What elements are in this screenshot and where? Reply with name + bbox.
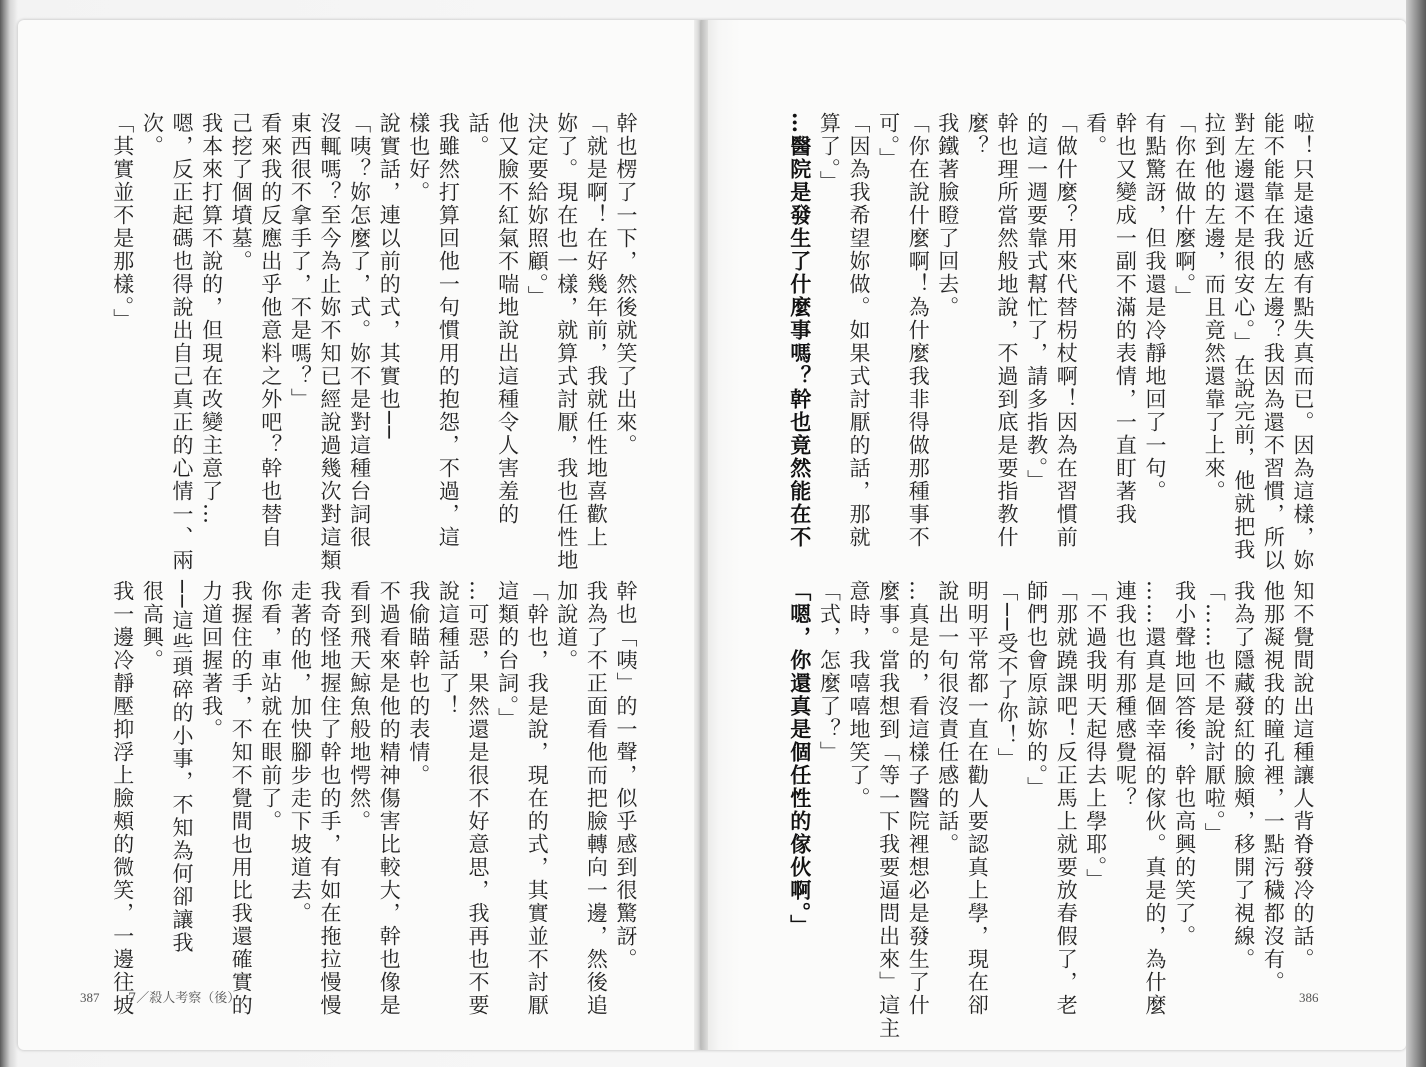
- text-column: 對左邊還不是很安心。」在說完前，他就把我: [1231, 112, 1256, 562]
- text-column: 這類的台詞。」: [495, 580, 520, 731]
- text-column: 我本來打算不說的，但現在改變主意了…: [199, 112, 224, 526]
- text-column: 「因為我希望妳做。如果式討厭的話，那就: [847, 112, 871, 549]
- text-column: 麼事。當我想到「等一下我要逼問出來」這主: [876, 580, 901, 1040]
- text-column: 幹也楞了一下，然後就笑了出來。: [614, 112, 638, 457]
- text-column: 我雖然打算回他一句慣用的抱怨，不過，這: [436, 112, 461, 549]
- text-column: 「……也不是說討厭啦。」: [1202, 580, 1227, 846]
- text-column: 幹也又變成一副不滿的表情，一直盯著我: [1113, 112, 1138, 526]
- text-column: 我為了隱藏發紅的臉頰，移開了視線。: [1231, 580, 1256, 971]
- text-column: 走著的他，加快腳步走下坡道去。: [288, 580, 313, 925]
- text-column: 「──受不了你！」: [995, 580, 1019, 771]
- text-column: 說實話，連以前的式，其實也──: [377, 112, 402, 441]
- text-column: 加說道。: [554, 580, 579, 672]
- text-column: 我偷瞄幹也的表情。: [406, 580, 431, 787]
- text-column: …醫院是發生了什麼事嗎？幹也竟然能在不: [787, 112, 813, 549]
- text-column: 看。: [1083, 112, 1108, 158]
- text-column: 力道回握著我。: [199, 580, 224, 741]
- text-column: 次。: [140, 112, 165, 158]
- page-number-left: 387: [80, 990, 100, 1005]
- text-column: …真是的，看這樣子醫院裡想必是發生了什: [906, 580, 931, 1017]
- text-column: 「幹也，我是說，現在的式，其實並不討厭: [525, 580, 550, 1017]
- text-column: 可。」: [876, 112, 901, 171]
- text-column: 說出一句很沒責任感的話。: [935, 580, 960, 856]
- left-page: [18, 20, 701, 1050]
- text-column: 決定要給妳照顧。」: [525, 112, 550, 309]
- text-column: 的這一週要靠式幫忙了，請多指教。」: [1024, 112, 1049, 493]
- running-head: 7／殺人考察（後）: [128, 991, 241, 1006]
- text-column: 「做什麼？用來代替枴杖啊！因為在習慣前: [1054, 112, 1079, 549]
- text-column: 我鐵著臉瞪了回去。: [935, 112, 960, 319]
- text-column: 東西很不拿手了，不是嗎？」: [288, 112, 313, 411]
- text-column: 你看，車站就在眼前了。: [258, 580, 283, 833]
- text-column: 「那就蹺課吧！反正馬上就要放春假了，老: [1054, 580, 1079, 1017]
- text-column: ……還真是個幸福的傢伙。真是的，為什麼: [1143, 580, 1167, 1017]
- text-column: 很高興。: [140, 580, 165, 672]
- text-column: 他那凝視我的瞳孔裡，一點污穢都沒有。: [1261, 580, 1286, 994]
- text-column: 啦！只是遠近感有點失真而已。因為這樣，妳: [1291, 112, 1315, 572]
- text-column: 我握住的手，不知不覺間也用比我還確實的: [229, 580, 254, 1017]
- text-column: 「不過我明天起得去上學耶。」: [1083, 580, 1108, 892]
- text-column: 樣也好。: [406, 112, 431, 204]
- text-column: 看來我的反應出乎他意料之外吧？幹也替自: [258, 112, 283, 549]
- text-column: 算了。」: [817, 112, 842, 194]
- text-column: 我小聲地回答後，幹也高興的笑了。: [1172, 580, 1197, 948]
- text-column: 知不覺間說出這種讓人背脊發冷的話。: [1291, 580, 1315, 971]
- text-column: 己挖了個墳墓。: [229, 112, 254, 273]
- right-page: [701, 20, 1406, 1050]
- text-column: 「你在說什麼啊！為什麼我非得做那種事不: [906, 112, 931, 549]
- text-column: ──這些瑣碎的小事，不知為何卻讓我: [170, 580, 194, 955]
- text-column: 拉到他的左邊，而且竟然還靠了上來。: [1202, 112, 1227, 503]
- text-column: 我為了不正面看他而把臉轉向一邊，然後追: [584, 580, 609, 1017]
- text-column: 「式，怎麼了？」: [817, 580, 842, 764]
- text-column: 明明平常都一直在勸人要認真上學，現在卻: [965, 580, 990, 1017]
- text-column: 看到飛天鯨魚般地愕然。: [347, 580, 372, 833]
- text-column: 連我也有那種感覺呢？: [1113, 580, 1138, 810]
- text-column: 「其實並不是那樣。」: [110, 112, 135, 332]
- text-column: 他又臉不紅氣不喘地說出這種令人害羞的: [495, 112, 520, 526]
- text-column: …可惡，果然還是很不好意思，我再也不要: [466, 580, 490, 1017]
- text-column: 沒輒嗎？至今為止妳不知已經說過幾次對這類: [318, 112, 342, 572]
- text-column: 話。: [466, 112, 490, 158]
- text-column: 麼？: [965, 112, 990, 158]
- text-column: 不過看來是他的精神傷害比較大，幹也像是: [377, 580, 402, 1017]
- text-column: 有點驚訝，但我還是冷靜地回了一句。: [1143, 112, 1167, 503]
- book-edge: [1406, 0, 1426, 1067]
- text-column: 說這種話了！: [436, 580, 461, 718]
- text-column: 妳了。現在也一樣，就算式討厭，我也任性地: [554, 112, 579, 572]
- text-column: 師們也會原諒妳的。」: [1024, 580, 1049, 800]
- text-column: 我一邊冷靜壓抑浮上臉頰的微笑，一邊往坡: [110, 580, 135, 1017]
- text-column: 能不能靠在我的左邊？我因為還不習慣，所以: [1261, 112, 1286, 572]
- text-column: 「咦？妳怎麼了，式。妳不是對這種台詞很: [347, 112, 372, 549]
- text-column: 幹也「咦」的一聲，似乎感到很驚訝。: [614, 580, 638, 971]
- text-column: 「嗯，你還真是個任性的傢伙啊。」: [787, 580, 813, 938]
- book-gutter: [694, 20, 708, 1050]
- text-column: 「就是啊！在好幾年前，我就任性地喜歡上: [584, 112, 609, 549]
- text-column: 「你在做什麼啊。」: [1172, 112, 1197, 309]
- text-column: 我奇怪地握住了幹也的手，有如在拖拉慢慢: [318, 580, 342, 1017]
- text-column: 嗯，反正起碼也得說出自己真正的心情一、兩: [170, 112, 194, 572]
- text-column: 幹也理所當然般地說，不過到底是要指教什: [995, 112, 1019, 549]
- page-number-right: 386: [1299, 990, 1319, 1005]
- text-column: 意時，我嘻嘻地笑了。: [847, 580, 871, 810]
